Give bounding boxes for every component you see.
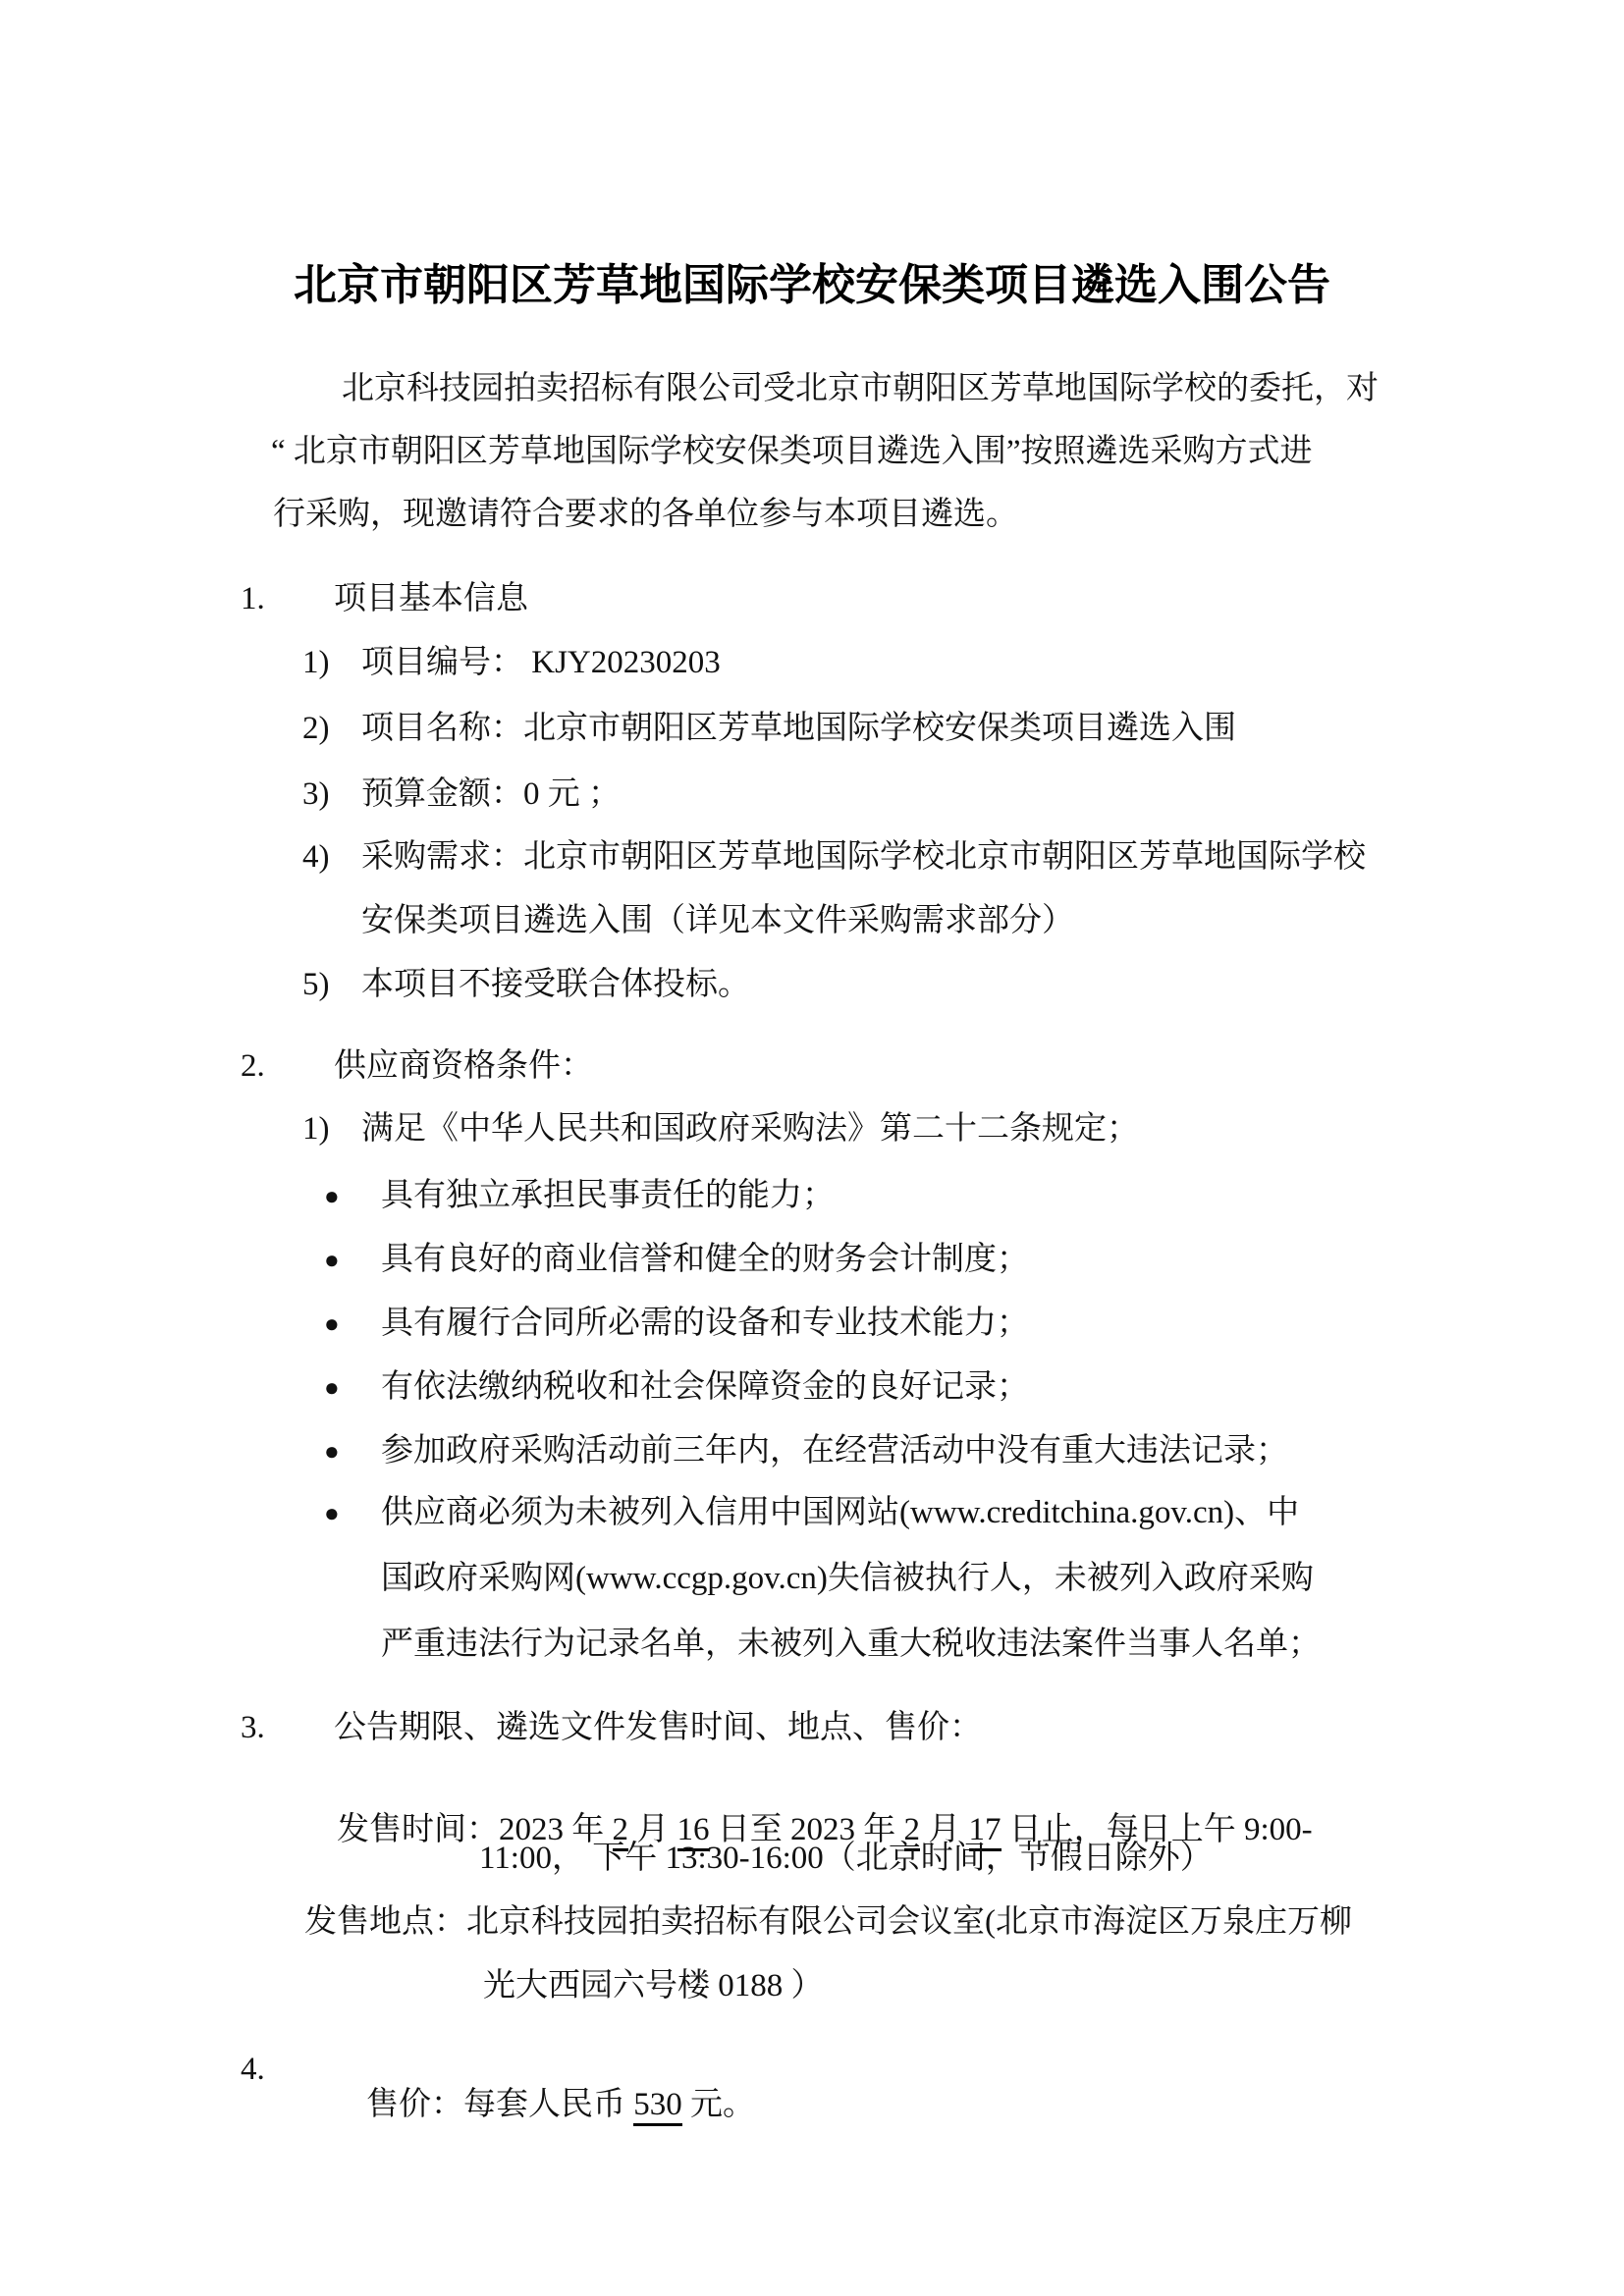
list-item-4-text: 采购需求：北京市朝阳区芳草地国际学校北京市朝阳区芳草地国际学校 <box>361 839 1366 875</box>
bullet-icon: ● <box>324 1499 340 1527</box>
list-item-3-text: 预算金额：0 元 ； <box>361 776 621 812</box>
page-title: 北京市朝阳区芳草地国际学校安保类项目遴选入围公告 <box>294 261 1330 309</box>
bullet-icon: ● <box>324 1309 340 1338</box>
text-segment: 月 <box>628 1812 677 1847</box>
section-1-heading: 项目基本信息 <box>334 581 528 616</box>
bullet-item-6-line-3: 严重违法行为记录名单，未被列入重大税收违法案件当事人名单； <box>381 1627 1321 1662</box>
text-segment: 日至 2023 年 <box>709 1812 904 1847</box>
list-item-4-number: 4) <box>302 839 330 875</box>
text-segment: 元。 <box>681 2087 755 2122</box>
section-3-heading: 公告期限、遴选文件发售时间、地点、售价： <box>334 1710 982 1745</box>
list-item-4-continuation: 安保类项目遴选入围（详见本文件采购需求部分） <box>361 903 1074 938</box>
list-item-1-text: 项目编号： KJY20230203 <box>361 645 721 680</box>
bullet-item-1: 具有独立承担民事责任的能力； <box>381 1178 835 1213</box>
section-2-item-1-text: 满足《中华人民共和国政府采购法》第二十二条规定； <box>361 1111 1139 1147</box>
text-segment: 月 <box>920 1812 969 1847</box>
list-item-5-number: 5) <box>302 967 330 1002</box>
bullet-icon: ● <box>324 1373 340 1402</box>
bullet-item-3: 具有履行合同所必需的设备和专业技术能力； <box>381 1306 1029 1341</box>
bullet-icon: ● <box>324 1437 340 1466</box>
text-segment: 日止，每日上午 9:00- <box>1001 1812 1313 1847</box>
section-3-number: 3. <box>241 1710 265 1745</box>
list-item-1-number: 1) <box>302 645 330 680</box>
section-4-text <box>334 2052 755 2158</box>
bullet-item-6-line-2: 国政府采购网(www.ccgp.gov.cn)失信被执行人，未被列入政府采购 <box>381 1561 1314 1596</box>
intro-line-1: 北京科技园拍卖招标有限公司受北京市朝阳区芳草地国际学校的委托，对 <box>342 371 1379 406</box>
bullet-item-6-line-1: 供应商必须为未被列入信用中国网站(www.creditchina.gov.cn)、中 <box>381 1495 1300 1530</box>
bullet-icon: ● <box>324 1246 340 1274</box>
intro-line-2: “ 北京市朝阳区芳草地国际学校安保类项目遴选入围”按照遴选采购方式进 <box>271 434 1313 469</box>
text-segment: 发售时间：2023 年 <box>337 1812 613 1847</box>
underlined-day: 16 <box>677 1812 710 1851</box>
list-item-3-number: 3) <box>302 776 330 812</box>
sale-time-line-2: 11:00， 下午 13:30-16:00（北京时间，节假日除外） <box>479 1841 1213 1876</box>
section-4-number: 4. <box>241 2052 265 2087</box>
text-segment: 售价：每套人民币 <box>366 2087 634 2122</box>
list-item-2-text: 项目名称：北京市朝阳区芳草地国际学校安保类项目遴选入围 <box>361 711 1236 746</box>
bullet-item-2: 具有良好的商业信誉和健全的财务会计制度； <box>381 1242 1029 1277</box>
section-1-number: 1. <box>241 581 265 616</box>
section-2-number: 2. <box>241 1048 265 1084</box>
list-item-2-number: 2) <box>302 711 330 746</box>
sale-place-line-2: 光大西园六号楼 0188 ） <box>483 1968 824 2003</box>
underlined-month: 2 <box>613 1812 629 1851</box>
list-item-5-text: 本项目不接受联合体投标。 <box>361 967 750 1002</box>
bullet-item-5: 参加政府采购活动前三年内，在经营活动中没有重大违法记录； <box>381 1433 1288 1468</box>
bullet-icon: ● <box>324 1182 340 1210</box>
sale-place-line-1: 发售地点：北京科技园拍卖招标有限公司会议室(北京市海淀区万泉庄万柳 <box>304 1904 1352 1940</box>
section-2-item-1-number: 1) <box>302 1111 330 1147</box>
section-2-heading: 供应商资格条件： <box>334 1048 593 1084</box>
underlined-month: 2 <box>904 1812 921 1851</box>
underlined-day: 17 <box>969 1812 1001 1851</box>
bullet-item-4: 有依法缴纳税收和社会保障资金的良好记录； <box>381 1369 1029 1405</box>
underlined-price: 530 <box>633 2087 682 2126</box>
intro-line-3: 行采购，现邀请符合要求的各单位参与本项目遴选。 <box>273 497 1018 532</box>
